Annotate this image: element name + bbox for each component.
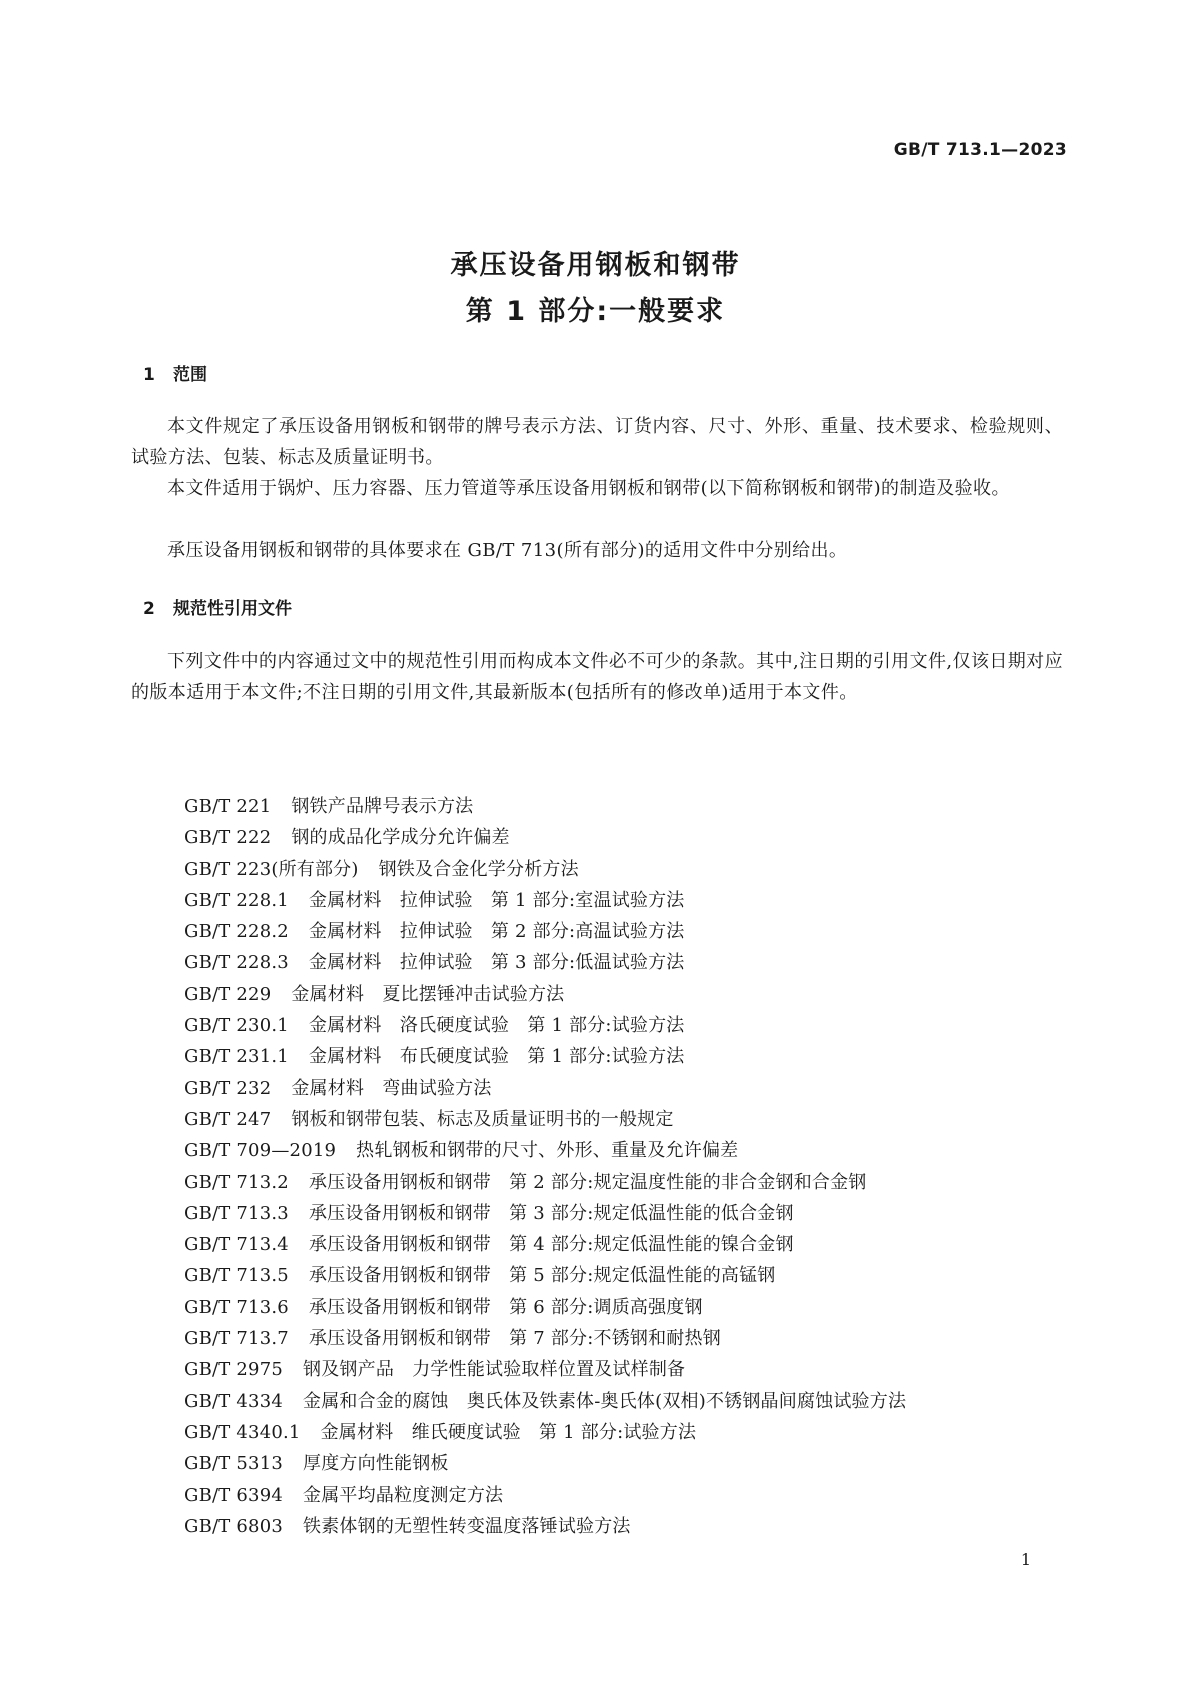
reference-title: 钢铁产品牌号表示方法 — [291, 796, 474, 817]
reference-item — [184, 979, 906, 1010]
reference-code: GB/T 228.2 — [184, 921, 289, 943]
reference-item — [184, 1104, 906, 1135]
reference-title: 承压设备用钢板和钢带 第 3 部分:规定低温性能的低合金钢 — [308, 1202, 794, 1224]
reference-title: 金属和合金的腐蚀 奥氏体及铁素体-奥氏体(双相)不锈钢晶间腐蚀试验方法 — [303, 1390, 907, 1412]
reference-code: GB/T 231.1 — [184, 1046, 289, 1068]
reference-code: GB/T 222 — [184, 827, 272, 849]
reference-title: 金属材料 维氏硬度试验 第 1 部分:试验方法 — [320, 1421, 697, 1443]
reference-code: GB/T 232 — [184, 1077, 272, 1099]
reference-code: GB/T 713.2 — [184, 1171, 289, 1193]
reference-title: 钢铁及合金化学分析方法 — [378, 858, 579, 880]
reference-title: 金属材料 拉伸试验 第 1 部分:室温试验方法 — [308, 889, 685, 911]
reference-title: 承压设备用钢板和钢带 第 7 部分:不锈钢和耐热钢 — [308, 1328, 721, 1350]
reference-item — [184, 885, 906, 916]
reference-item — [184, 1073, 906, 1104]
reference-item — [184, 1135, 906, 1166]
standard-code: GB/T 713.1—2023 — [893, 140, 1067, 160]
reference-title: 厚度方向性能钢板 — [303, 1453, 449, 1475]
reference-item — [184, 1167, 906, 1198]
reference-title: 金属材料 夏比摆锤冲击试验方法 — [291, 983, 565, 1005]
reference-title: 金属材料 洛氏硬度试验 第 1 部分:试验方法 — [308, 1015, 685, 1037]
reference-title: 承压设备用钢板和钢带 第 5 部分:规定低温性能的高锰钢 — [308, 1265, 776, 1287]
section-2-number: 2 — [143, 599, 155, 619]
reference-item — [184, 854, 906, 885]
reference-title: 金属材料 布氏硬度试验 第 1 部分:试验方法 — [308, 1046, 685, 1068]
reference-item — [184, 822, 906, 853]
section-1-number: 1 — [143, 365, 155, 385]
reference-code: GB/T 228.1 — [184, 889, 289, 911]
reference-code: GB/T 230.1 — [184, 1015, 289, 1037]
reference-code: GB/T 228.3 — [184, 952, 289, 974]
reference-item — [184, 1480, 906, 1511]
title-line-1: 承压设备用钢板和钢带 — [450, 250, 741, 281]
reference-title: 金属材料 拉伸试验 第 2 部分:高温试验方法 — [308, 921, 685, 943]
reference-item — [184, 1010, 906, 1041]
reference-title: 承压设备用钢板和钢带 第 4 部分:规定低温性能的镍合金钢 — [308, 1234, 794, 1256]
reference-title: 金属平均晶粒度测定方法 — [303, 1484, 504, 1506]
reference-code: GB/T 221 — [184, 796, 272, 817]
reference-item — [184, 1417, 906, 1448]
reference-item — [184, 791, 906, 822]
reference-title: 钢的成品化学成分允许偏差 — [291, 827, 510, 849]
reference-title: 金属材料 拉伸试验 第 3 部分:低温试验方法 — [308, 952, 685, 974]
section-2-heading — [143, 594, 292, 619]
reference-item — [184, 1198, 906, 1229]
reference-title: 金属材料 弯曲试验方法 — [291, 1077, 492, 1099]
reference-code: GB/T 5313 — [184, 1453, 284, 1475]
title-line-2: 第 1 部分:一般要求 — [465, 296, 726, 327]
reference-item — [184, 1041, 906, 1072]
reference-code: GB/T 247 — [184, 1108, 272, 1130]
reference-code: GB/T 6803 — [184, 1515, 284, 1537]
reference-title: 钢及钢产品 力学性能试验取样位置及试样制备 — [303, 1359, 686, 1381]
document-title — [0, 243, 1191, 335]
reference-item — [184, 1323, 906, 1354]
section-1-paragraph: 承压设备用钢板和钢带的具体要求在 GB/T 713(所有部分)的适用文件中分别给出。 — [167, 540, 848, 561]
reference-title: 热轧钢板和钢带的尺寸、外形、重量及允许偏差 — [356, 1140, 739, 1162]
reference-item — [184, 1292, 906, 1323]
page-number: 1 — [1020, 1550, 1031, 1569]
reference-code: GB/T 713.5 — [184, 1265, 289, 1287]
reference-code: GB/T 223(所有部分) — [184, 858, 359, 880]
section-1-heading — [143, 360, 207, 385]
reference-code: GB/T 4340.1 — [184, 1421, 301, 1443]
reference-code: GB/T 4334 — [184, 1390, 284, 1412]
reference-title: 钢板和钢带包装、标志及质量证明书的一般规定 — [291, 1108, 674, 1130]
section-1-paragraph: 本文件适用于锅炉、压力容器、压力管道等承压设备用钢板和钢带(以下简称钢板和钢带)的制造及验收。 — [167, 478, 1010, 499]
section-2-intro: 下列文件中的内容通过文中的规范性引用而构成本文件必不可少的条款。其中,注日期的引用文件,仅该日期对应的版本适用于本文件;不注日期的引用文件,其最新版本(包括所有的修改单)适用于本文件。 — [131, 651, 1063, 703]
reference-item — [184, 1511, 906, 1542]
reference-title: 承压设备用钢板和钢带 第 6 部分:调质高强度钢 — [308, 1296, 703, 1318]
reference-list — [184, 791, 906, 1542]
reference-item — [184, 947, 906, 978]
reference-code: GB/T 713.4 — [184, 1234, 289, 1256]
section-1-paragraph: 本文件规定了承压设备用钢板和钢带的牌号表示方法、订货内容、尺寸、外形、重量、技术要求、检验规则、试验方法、包装、标志及质量证明书。 — [131, 416, 1063, 468]
reference-code: GB/T 709—2019 — [184, 1140, 337, 1162]
reference-item — [184, 1386, 906, 1417]
section-1-title: 范围 — [173, 365, 207, 385]
section-2-title: 规范性引用文件 — [173, 599, 292, 619]
reference-code: GB/T 6394 — [184, 1484, 284, 1506]
reference-code: GB/T 229 — [184, 983, 272, 1005]
reference-item — [184, 1260, 906, 1291]
reference-item — [184, 916, 906, 947]
reference-item — [184, 1448, 906, 1479]
reference-title: 承压设备用钢板和钢带 第 2 部分:规定温度性能的非合金钢和合金钢 — [308, 1171, 867, 1193]
reference-code: GB/T 713.3 — [184, 1202, 289, 1224]
reference-code: GB/T 2975 — [184, 1359, 284, 1381]
reference-item — [184, 1354, 906, 1385]
reference-title: 铁素体钢的无塑性转变温度落锤试验方法 — [303, 1515, 631, 1537]
reference-code: GB/T 713.7 — [184, 1328, 289, 1350]
reference-code: GB/T 713.6 — [184, 1296, 289, 1318]
reference-item — [184, 1229, 906, 1260]
